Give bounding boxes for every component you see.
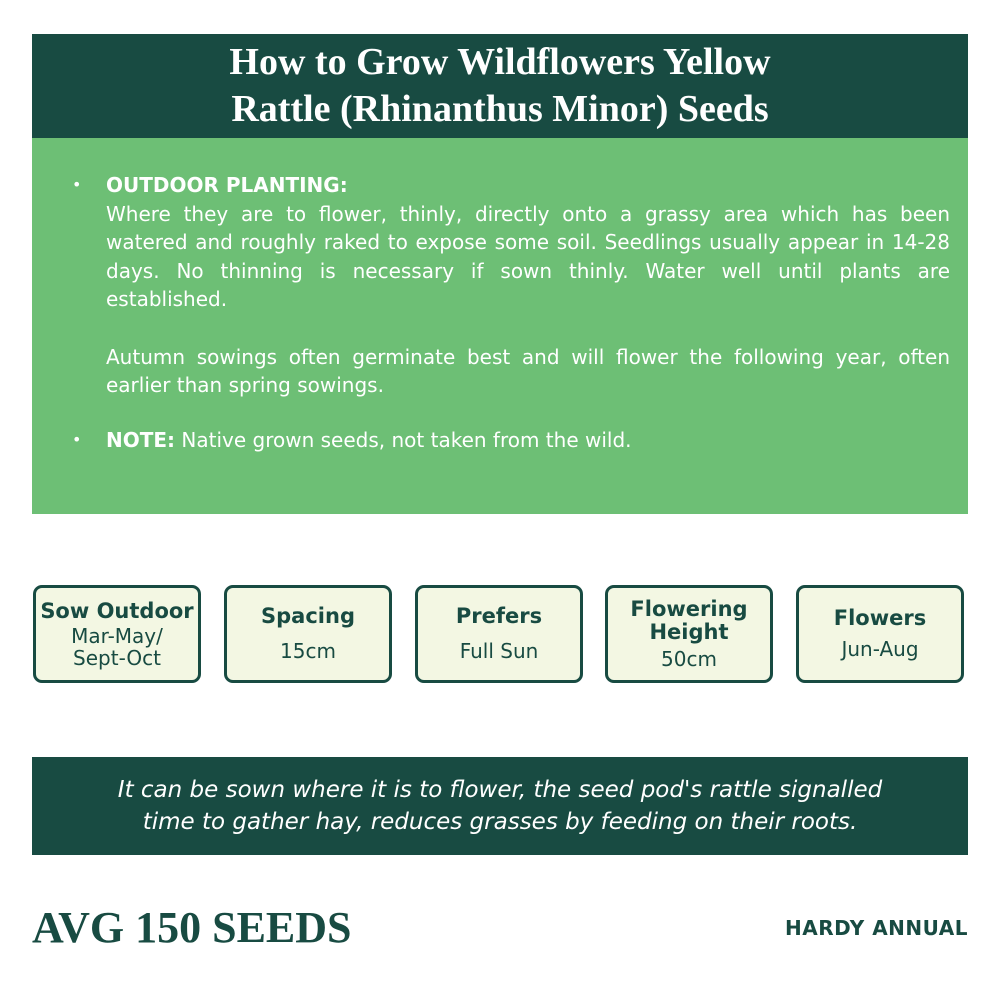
bullet-dot-icon: • <box>72 429 82 449</box>
outdoor-planting-heading: OUTDOOR PLANTING: <box>106 173 348 197</box>
instructions-panel <box>32 138 968 514</box>
title-line-2: Rattle (Rhinanthus Minor) Seeds <box>231 88 769 130</box>
note-heading: NOTE: <box>106 427 176 452</box>
seed-count: AVG 150 SEEDS <box>32 903 352 952</box>
note-text: Native grown seeds, not taken from the wild. <box>181 427 632 452</box>
spacing-value: 15cm <box>280 639 336 663</box>
bullet-dot-icon: • <box>72 175 82 194</box>
title-banner <box>32 34 968 138</box>
flowers-label: Flowers <box>833 606 927 630</box>
flowers-value: Jun-Aug <box>841 637 919 661</box>
flowering-height-label-1: Flowering <box>630 596 748 621</box>
prefers-value: Full Sun <box>459 639 539 663</box>
spacing-label: Spacing <box>261 604 355 628</box>
sow-outdoor-value-2: Sept-Oct <box>73 645 161 670</box>
spacing-box <box>224 585 392 683</box>
plant-type-label: HARDY ANNUAL <box>784 916 968 940</box>
flowering-height-box <box>605 585 773 683</box>
flowers-box <box>796 585 964 683</box>
sow-outdoor-label: Sow Outdoor <box>40 598 194 623</box>
flowering-height-value: 50cm <box>661 646 717 671</box>
note-bullet <box>72 426 950 455</box>
sow-outdoor-value-1: Mar-May/ <box>71 623 163 648</box>
description-banner <box>32 757 968 855</box>
sow-outdoor-box <box>33 585 201 683</box>
title-line-1: How to Grow Wildflowers Yellow <box>229 41 771 83</box>
prefers-box <box>415 585 583 683</box>
autumn-sowing-text: Autumn sowings often germinate best and will flower the following year, often earlier than spring sowings. <box>106 344 950 397</box>
prefers-label: Prefers <box>455 604 543 628</box>
outdoor-planting-bullet <box>72 171 950 400</box>
description-line-2: time to gather hay, reduces grasses by feeding on their roots. <box>142 809 858 835</box>
description-line-1: It can be sown where it is to flower, the seed pod's rattle signalled <box>117 777 883 803</box>
flowering-height-label-2: Height <box>649 619 729 644</box>
outdoor-planting-text: Where they are to flower, thinly, directly onto a grassy area which has been watered and roughly raked to expose some soil. Seedlings usually appear in 14-28 days. No thinning is necessary if sown thinly. Water well until plants are established. <box>106 201 950 311</box>
